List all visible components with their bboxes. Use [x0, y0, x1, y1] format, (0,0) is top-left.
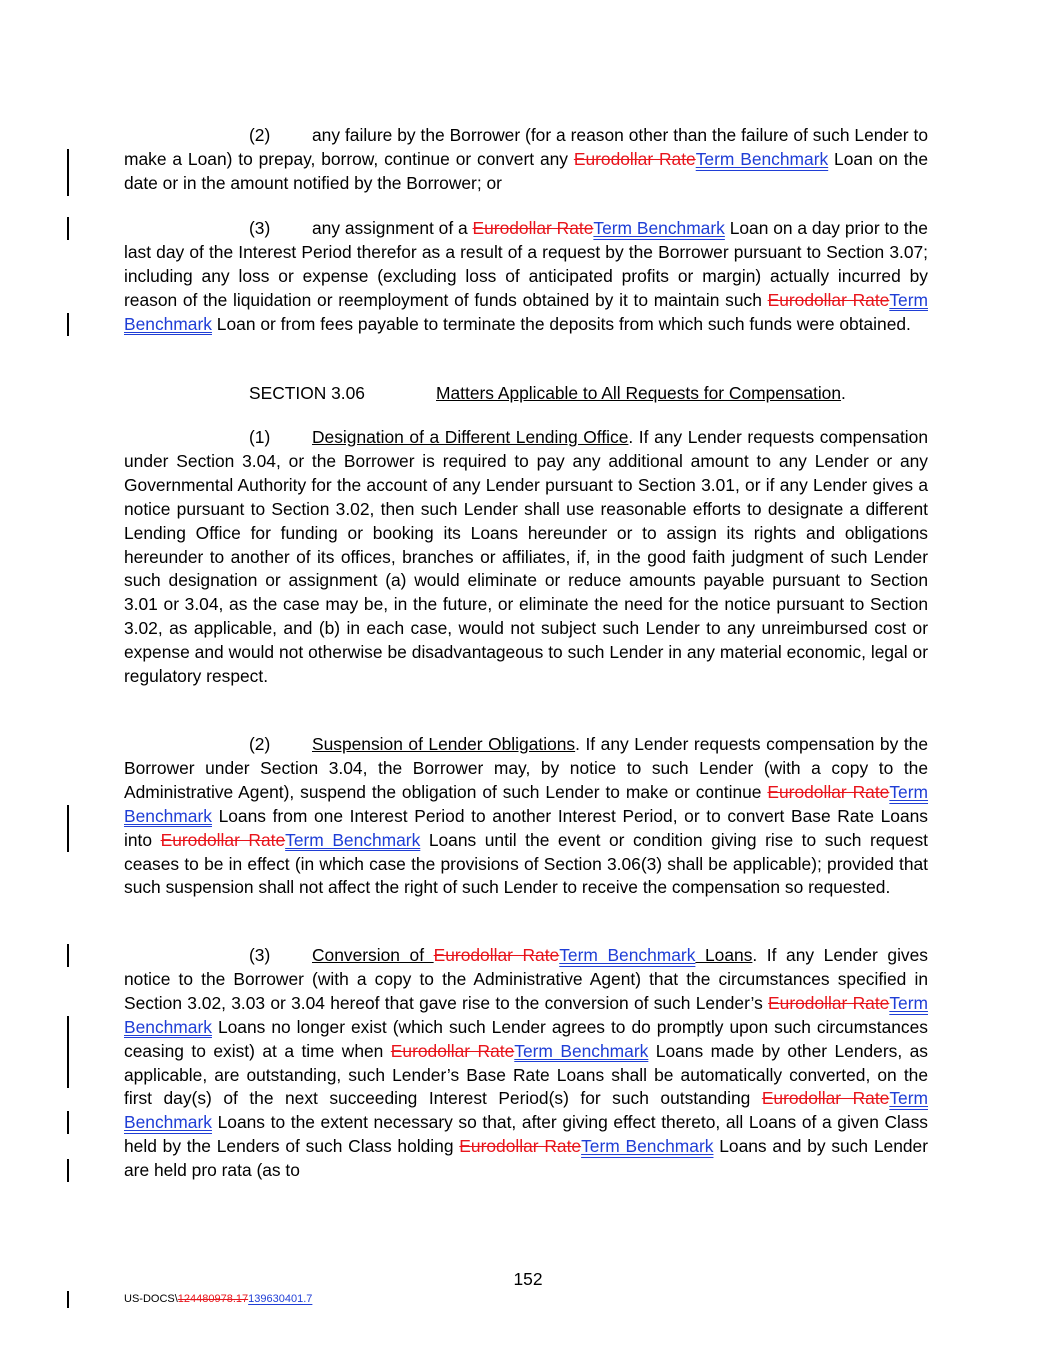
paragraph-text: any assignment of a — [312, 218, 473, 238]
deleted-text: Eurodollar Rate — [767, 781, 890, 802]
section-heading — [249, 381, 846, 405]
change-bar — [67, 149, 69, 196]
inserted-text: Term Benchmark — [124, 1088, 928, 1133]
paragraph-text: Loans to the extent necessary so that, after giving effect thereto, all Loans of a given Class held by the Lenders of such Class holding — [124, 1112, 928, 1157]
doc-id-prefix: US-DOCS\ — [124, 1293, 178, 1305]
change-bar — [67, 1159, 69, 1182]
paragraph-3 — [124, 217, 928, 337]
paragraph-text: . If any Lender requests compensation under Section 3.04, or the Borrower is required to pay any additional amount to any Lender or any Governmental Authority for the account of any Lender pursuant to Section 3.01, or if any Lender gives a notice pursuant to Section 3.02, then such Lender shall use reasonable efforts to designate a different Lending Office for funding or booking its Loans hereunder or to assign its rights and obligations hereunder to another of its offices, branches or affiliates, if, in the good faith judgment of such Lender such designation or assignment (a) would eliminate or reduce amounts payable pursuant to Section 3.01 or 3.04, as the case may be, in the future, or eliminate the need for the notice pursuant to Section 3.02, as applicable, and (b) in each case, would not subject such Lender to any unreimbursed cost or expense and would not otherwise be disadvantageous to such Lender in any material economic, legal or regulatory respect. — [124, 427, 928, 687]
inserted-text: Term Benchmark — [285, 829, 421, 850]
paragraph-2 — [124, 124, 928, 196]
deleted-text: Eurodollar Rate — [472, 218, 594, 238]
deleted-doc-id: 124480978.17 — [177, 1293, 249, 1305]
page-number: 152 — [513, 1269, 543, 1289]
inserted-text: Term Benchmark — [559, 945, 696, 965]
change-bar — [67, 944, 69, 967]
section-title: Matters Applicable to All Requests for Compensation — [436, 383, 842, 403]
inserted-text: Term Benchmark — [593, 218, 725, 238]
subsection-heading: Suspension of Lender Obligations — [312, 734, 576, 754]
deleted-text: Eurodollar Rate — [459, 1136, 582, 1157]
subsection-3 — [124, 944, 928, 1183]
section-title-period: . — [841, 383, 846, 403]
subsection-heading: Loans — [695, 945, 753, 965]
paragraph-text: Loans made by other Lenders, as applicable, are outstanding, such Lender’s Base Rate Loans shall be automatically converted, on the first day(s) of the next succeeding Interest Period(s) for such outstanding — [124, 1040, 928, 1109]
paragraph-text: Loans from one Interest Period to another Interest Period, or to convert Base Rate Loans into — [124, 805, 928, 850]
inserted-text: Term Benchmark — [124, 781, 928, 826]
deleted-text: Eurodollar Rate — [573, 148, 696, 169]
paragraph-text: Loan or from fees payable to terminate the deposits from which such funds were obtained. — [211, 313, 911, 334]
deleted-text: Eurodollar Rate — [390, 1040, 515, 1061]
paragraph-number: (2) — [249, 734, 271, 754]
subsection-1 — [124, 426, 928, 689]
subsection-2 — [124, 733, 928, 900]
paragraph-text: Loans no longer exist (which such Lender agrees to do promptly upon such circumstances ceasing to exist) at a time when — [124, 1016, 928, 1061]
paragraph-text: Loan on a day prior to the last day of the Interest Period therefor as a result of a request by the Borrower pursuant to Section 3.07; including any loss or expense (excluding loss of anticipated profits or margin) actually incurred by reason of the liquidation or reemployment of funds obtained by it to maintain such — [124, 218, 928, 310]
paragraph-text: Loans until the event or condition giving rise to such request ceases to be in effect (in which case the provisions of Section 3.06(3) shall be applicable); provided that such suspension shall not affect the right of such Lender to receive the compensation so requested. — [124, 829, 928, 898]
inserted-text: Term Benchmark — [695, 148, 829, 169]
paragraph-number: (3) — [249, 945, 271, 965]
paragraph-number: (2) — [249, 125, 271, 145]
document-id-footer — [124, 1293, 312, 1305]
change-bar — [67, 217, 69, 240]
section-label: SECTION 3.06 — [249, 383, 365, 403]
change-bar — [67, 1016, 69, 1088]
deleted-text: Eurodollar Rate — [767, 289, 890, 310]
inserted-text: Term Benchmark — [514, 1040, 649, 1061]
subsection-heading: Conversion of — [312, 945, 434, 965]
deleted-text: Eurodollar Rate — [160, 829, 286, 850]
change-bar — [67, 1111, 69, 1134]
subsection-heading: Designation of a Different Lending Office — [312, 427, 629, 447]
inserted-text: Term Benchmark — [124, 992, 928, 1037]
paragraph-text: . If any Lender requests compensation by the Borrower under Section 3.04, the Borrower may, by notice to such Lender (with a copy to the Administrative Agent), suspend the obligation of such Lender to make or continue — [124, 734, 928, 802]
deleted-text: Eurodollar Rate — [761, 1088, 890, 1109]
change-bar — [67, 1291, 69, 1308]
inserted-doc-id: 139630401.7 — [248, 1293, 313, 1305]
paragraph-number: (3) — [249, 218, 271, 238]
paragraph-number: (1) — [249, 427, 271, 447]
paragraph-text: . If any Lender gives notice to the Borrower (with a copy to the Administrative Agent) that the circumstances specified in Section 3.02, 3.03 or 3.04 hereof that gave rise to the conversion of such Lender’s — [124, 945, 928, 1013]
change-bar — [67, 313, 69, 336]
deleted-text: Eurodollar Rate — [768, 992, 890, 1013]
inserted-text: Term Benchmark — [581, 1136, 714, 1157]
deleted-text: Eurodollar Rate — [433, 945, 560, 965]
change-bar — [67, 805, 69, 852]
paragraph-text: any failure by the Borrower (for a reason other than the failure of such Lender to make a Loan) to prepay, borrow, continue or convert any — [124, 125, 928, 169]
inserted-text: Term Benchmark — [124, 289, 928, 334]
paragraph-text: Loans and by such Lender are held pro rata (as to — [124, 1136, 929, 1181]
paragraph-text: Loan on the date or in the amount notified by the Borrower; or — [124, 148, 928, 193]
